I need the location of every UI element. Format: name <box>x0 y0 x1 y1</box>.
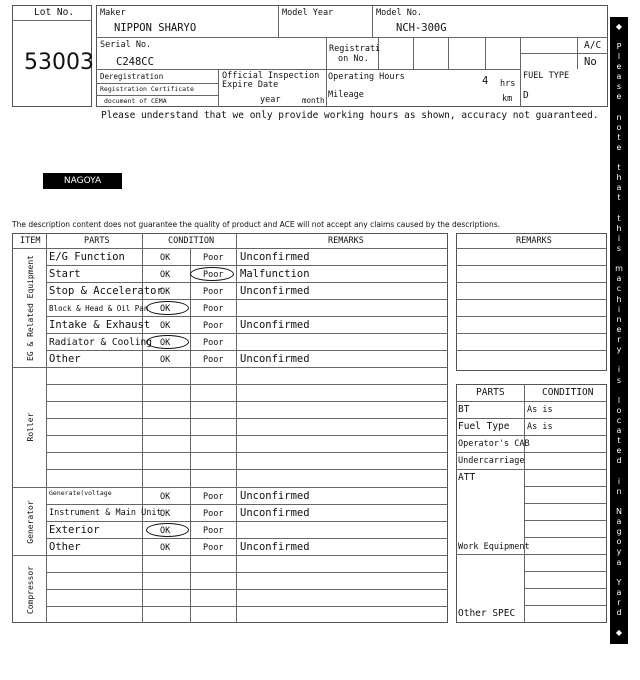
serial-label: Serial No. <box>100 40 152 50</box>
part-label: Generate(voltage <box>49 489 112 497</box>
remark: Unconfirmed <box>240 319 310 331</box>
sidebar-char: n <box>616 314 622 324</box>
sidebar-char: i <box>617 365 621 375</box>
cond-fuel-type: As is <box>527 422 553 432</box>
sidebar-char: d <box>616 456 622 466</box>
dereg-doc-label: document of CEMA <box>104 97 167 105</box>
section-compressor-label: Compressor <box>26 565 35 615</box>
sidebar-char: r <box>617 335 621 345</box>
maker-label: Maker <box>100 8 126 18</box>
header-parts: PARTS <box>84 236 110 246</box>
part-label: Block & Head & Oil Pan <box>49 304 149 313</box>
remark: Unconfirmed <box>240 541 310 553</box>
section-eg-label: EG & Related Equipment <box>26 255 35 361</box>
hours-notice: Please understand that we only provide working hours as shown, accuracy not guaranteed. <box>101 110 599 121</box>
header-remarks-right: REMARKS <box>516 236 552 246</box>
mileage-unit: km <box>502 94 513 104</box>
sidebar-char: e <box>616 324 622 334</box>
sidebar-char: e <box>616 142 622 152</box>
ac-value: No <box>584 56 597 68</box>
sidebar-char: g <box>616 527 622 537</box>
cond-ok: OK <box>160 492 171 502</box>
cond-poor: Poor <box>203 321 224 331</box>
sidebar-char: y <box>616 345 622 355</box>
sidebar-char: c <box>616 415 622 425</box>
sidebar-char: s <box>616 82 622 92</box>
part-label: Start <box>49 268 81 280</box>
selected-ok-circle <box>146 301 189 315</box>
part-label: Stop & Accelerator <box>49 285 163 297</box>
disclaimer: The description content does not guarantee the quality of product and ACE will not accept any claims caused by the descriptions. <box>12 220 501 229</box>
month-label: month <box>302 96 325 105</box>
sidebar-char: Y <box>616 577 622 587</box>
sidebar-char: a <box>616 587 622 597</box>
cond-poor: Poor <box>203 287 224 297</box>
part-label: Instrument & Main Unit <box>49 508 162 518</box>
cond-poor: Poor <box>203 509 224 519</box>
lot-label: Lot No. <box>34 7 75 18</box>
sidebar-char: n <box>616 486 622 496</box>
sidebar-char: e <box>616 92 622 102</box>
cond-poor: Poor <box>203 543 224 553</box>
cond-poor: Poor <box>203 526 224 536</box>
sidebar-char: h <box>616 294 622 304</box>
inspection-label: Official Inspection <box>222 71 320 81</box>
sidebar-char: l <box>617 395 621 405</box>
cond-ok: OK <box>160 338 171 348</box>
sidebar-char: t <box>617 132 621 142</box>
part-fuel-type: Fuel Type <box>458 421 510 432</box>
sidebar-char: o <box>616 537 622 547</box>
sidebar-char: l <box>617 51 621 61</box>
remark: Malfunction <box>240 268 310 280</box>
location-notice-sidebar <box>610 17 628 644</box>
model-year-label: Model Year <box>282 8 334 18</box>
sidebar-char: h <box>616 173 622 183</box>
hours-unit: hrs <box>500 79 516 89</box>
remark: Unconfirmed <box>240 251 310 263</box>
fuel-label: FUEL TYPE <box>523 71 570 81</box>
part-label: Other <box>49 353 81 365</box>
cond-poor: Poor <box>203 253 224 263</box>
cond-poor: Poor <box>203 355 224 365</box>
registration-label-2: on No. <box>338 54 369 64</box>
sidebar-char: t <box>617 436 621 446</box>
selected-ok-circle <box>146 335 189 349</box>
header-condition-right: CONDITION <box>542 387 594 398</box>
sidebar-char: c <box>616 284 622 294</box>
part-undercarriage: Undercarriage <box>458 456 525 466</box>
sidebar-char: t <box>617 193 621 203</box>
model-no-label: Model No. <box>376 8 423 18</box>
sidebar-char: ◆ <box>615 628 623 638</box>
registration-label: Registrati <box>329 44 381 54</box>
part-label: Exterior <box>49 524 100 536</box>
serial-value: C248CC <box>116 56 154 68</box>
inspection-label-2: Expire Date <box>222 80 279 90</box>
sidebar-char: i <box>617 233 621 243</box>
sidebar-char: e <box>616 446 622 456</box>
part-att: ATT <box>458 472 476 483</box>
sidebar-char: i <box>617 476 621 486</box>
header-parts-right: PARTS <box>476 387 505 398</box>
dereg-cert-label: Registration Certificate <box>100 85 194 93</box>
sidebar-char: s <box>616 244 622 254</box>
part-label: Intake & Exhaust <box>49 319 151 331</box>
header-item: ITEM <box>20 236 41 246</box>
sidebar-char: a <box>616 517 622 527</box>
part-bt: BT <box>458 404 470 415</box>
location-badge: NAGOYA <box>43 173 122 189</box>
cond-ok: OK <box>160 321 171 331</box>
sidebar-char: t <box>617 163 621 173</box>
section-roller-label: Roller <box>26 412 35 442</box>
fuel-value: D <box>523 90 529 101</box>
maker-value: NIPPON SHARYO <box>114 22 197 34</box>
cond-ok: OK <box>160 304 171 314</box>
sidebar-char: a <box>616 557 622 567</box>
cond-ok: OK <box>160 526 171 536</box>
cond-ok: OK <box>160 270 171 280</box>
sidebar-char: i <box>617 304 621 314</box>
sidebar-char: y <box>616 547 622 557</box>
part-label: Other <box>49 541 81 553</box>
cond-ok: OK <box>160 355 171 365</box>
sidebar-char: N <box>616 506 622 516</box>
part-operator-cab: Operator's CAB <box>458 439 530 449</box>
sidebar-char: o <box>616 405 622 415</box>
cond-bt: As is <box>527 405 553 415</box>
remark: Unconfirmed <box>240 285 310 297</box>
mileage-label: Mileage <box>328 90 364 100</box>
hours-value: 4 <box>482 75 489 87</box>
part-label: E/G Function <box>49 251 125 263</box>
sidebar-char: a <box>616 426 622 436</box>
cond-ok: OK <box>160 543 171 553</box>
part-label: Radiator & Cooling <box>49 337 152 348</box>
model-no-value: NCH-300G <box>396 22 447 34</box>
sidebar-char: d <box>616 608 622 618</box>
part-other-spec: Other SPEC <box>458 608 516 619</box>
header-remarks: REMARKS <box>328 236 364 246</box>
remark: Unconfirmed <box>240 490 310 502</box>
dereg-label: Deregistration <box>100 72 164 81</box>
ac-label: A/C <box>584 40 602 51</box>
cond-ok: OK <box>160 253 171 263</box>
hours-label: Operating Hours <box>328 72 405 82</box>
sidebar-char: s <box>616 375 622 385</box>
sidebar-char: o <box>616 122 622 132</box>
cond-poor: Poor <box>203 304 224 314</box>
sidebar-char: e <box>616 62 622 71</box>
header-condition: CONDITION <box>168 236 215 246</box>
section-generator-label: Generator <box>26 500 35 544</box>
part-work-equipment: Work Equipment <box>458 542 530 552</box>
remark: Unconfirmed <box>240 353 310 365</box>
selected-poor-circle <box>190 267 234 281</box>
sidebar-char: ◆ <box>615 21 623 31</box>
cond-ok: OK <box>160 287 171 297</box>
sidebar-char: h <box>616 223 622 233</box>
cond-poor: Poor <box>203 338 224 348</box>
sidebar-char: t <box>617 213 621 223</box>
sidebar-char: r <box>617 597 621 607</box>
year-label: year <box>260 95 281 105</box>
sidebar-char: m <box>615 264 623 274</box>
sidebar-char: a <box>616 72 622 82</box>
sidebar-char: a <box>616 274 622 284</box>
sidebar-char: a <box>616 183 622 193</box>
selected-ok-circle <box>146 523 189 537</box>
cond-poor: Poor <box>203 492 224 502</box>
sidebar-char: n <box>616 112 622 122</box>
cond-ok: OK <box>160 509 171 519</box>
lot-number: 53003 <box>24 50 94 75</box>
remark: Unconfirmed <box>240 507 310 519</box>
cond-poor: Poor <box>203 270 224 280</box>
sidebar-char: P <box>616 41 622 51</box>
